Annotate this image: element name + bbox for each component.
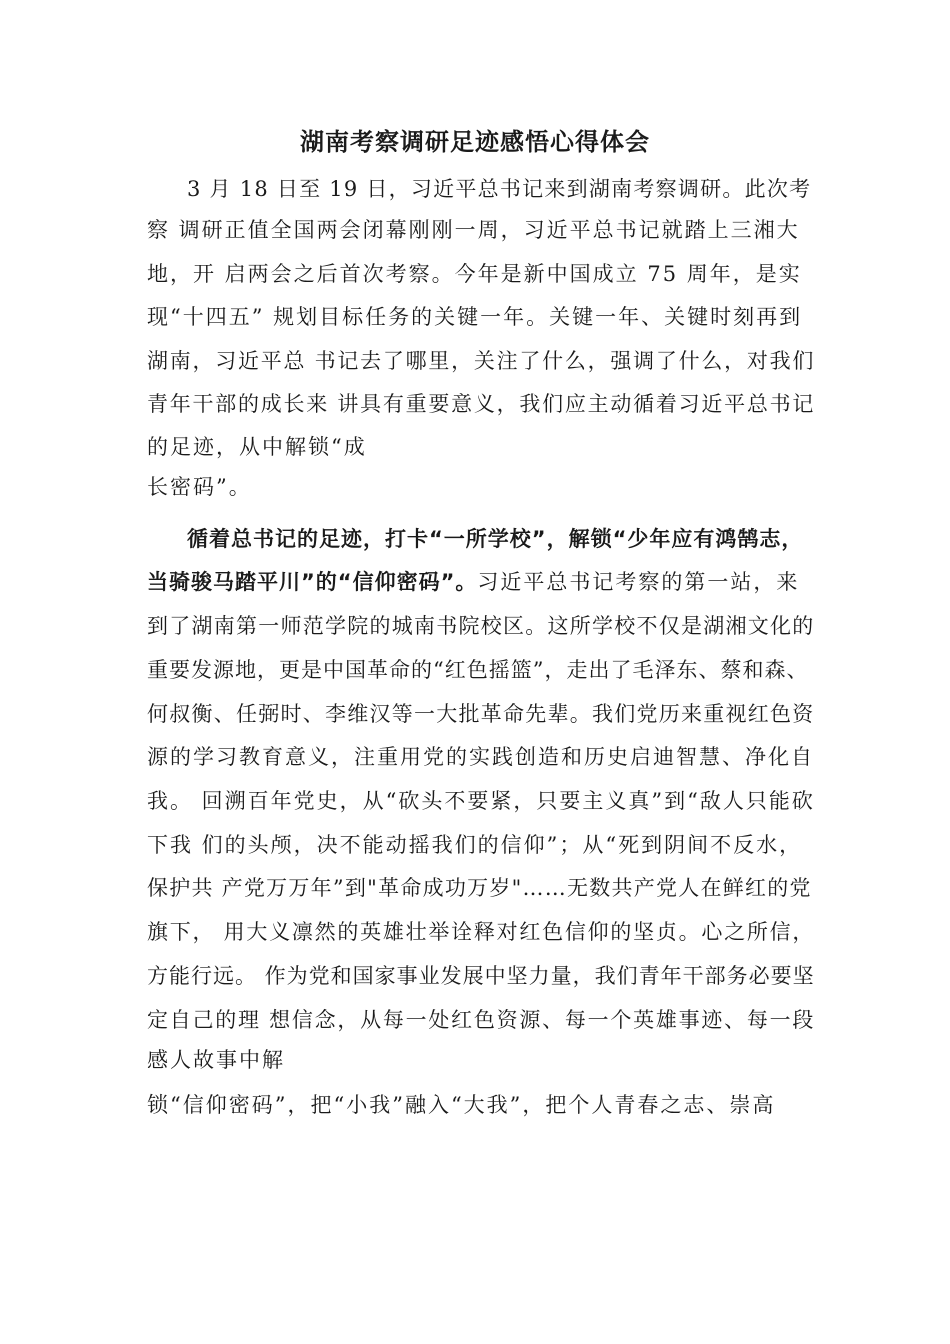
paragraph-1-line-4: 现“十四五” 规划目标任务的关键一年。关键一年、关键时刻再到 bbox=[147, 305, 803, 329]
paragraph-2-heading-line-1: 循着总书记的足迹，打卡“一所学校”，解锁“少年应有鸿鹄志， bbox=[187, 527, 804, 551]
paragraph-1-line-6: 青年干部的成长来 讲具有重要意义，我们应主动循着习近平总书记 bbox=[147, 392, 816, 416]
paragraph-1-line-8: 长密码”。 bbox=[147, 475, 252, 499]
paragraph-2-line-7: 下我 们的头颅，决不能动摇我们的信仰”；从“死到阴间不反水， bbox=[147, 833, 803, 857]
paragraph-2-line-12: 感人故事中解 bbox=[147, 1048, 285, 1072]
paragraph-1-line-1: 3 月 18 日至 19 日，习近平总书记来到湖南考察调研。此次考 bbox=[187, 177, 812, 201]
document-title: 湖南考察调研足迹感悟心得体会 bbox=[300, 128, 650, 156]
paragraph-1-line-3: 地，开 启两会之后首次考察。今年是新中国成立 75 周年，是实 bbox=[147, 262, 802, 286]
paragraph-2-line-9: 旗下， 用大义凛然的英雄壮举诠释对红色信仰的坚贞。心之所信， bbox=[147, 920, 816, 944]
paragraph-2-heading-line-2: 当骑骏马踏平川”的“信仰密码”。 bbox=[147, 570, 478, 594]
paragraph-2-line-6: 我。 回溯百年党史，从“砍头不要紧，只要主义真”到“敌人只能砍 bbox=[147, 789, 815, 813]
paragraph-2-line-2: 到了湖南第一师范学院的城南书院校区。这所学校不仅是湖湘文化的 bbox=[147, 614, 815, 638]
paragraph-2-line-5: 源的学习教育意义，注重用党的实践创造和历史启迪智慧、净化自 bbox=[147, 745, 814, 769]
paragraph-2-line-1-rest: 习近平总书记考察的第一站，来 bbox=[477, 570, 800, 594]
paragraph-1-line-7: 的足迹，从中解锁“成 bbox=[147, 435, 367, 459]
paragraph-2-line-8: 保护共 产党万万年”到"革命成功万岁"……无数共产党人在鲜红的党 bbox=[147, 876, 812, 900]
paragraph-2-line-13: 锁“信仰密码”，把“小我”融入“大我”，把个人青春之志、崇高 bbox=[147, 1093, 776, 1117]
paragraph-2-line-1 bbox=[147, 567, 799, 597]
paragraph-2-line-10: 方能行远。 作为党和国家事业发展中坚力量，我们青年干部务必要坚 bbox=[147, 964, 815, 988]
paragraph-2-line-4: 何叔衡、任弼时、李维汉等一大批革命先辈。我们党历来重视红色资 bbox=[147, 702, 815, 726]
paragraph-2-line-3: 重要发源地，更是中国革命的“红色摇篮”，走出了毛泽东、蔡和森、 bbox=[147, 658, 809, 682]
paragraph-1-line-2: 察 调研正值全国两会闭幕刚刚一周，习近平总书记就踏上三湘大 bbox=[147, 218, 800, 242]
paragraph-2-line-11: 定自己的理 想信念，从每一处红色资源、每一个英雄事迹、每一段 bbox=[147, 1008, 816, 1032]
paragraph-1-line-5: 湖南，习近平总 书记去了哪里，关注了什么，强调了什么，对我们 bbox=[147, 349, 816, 373]
